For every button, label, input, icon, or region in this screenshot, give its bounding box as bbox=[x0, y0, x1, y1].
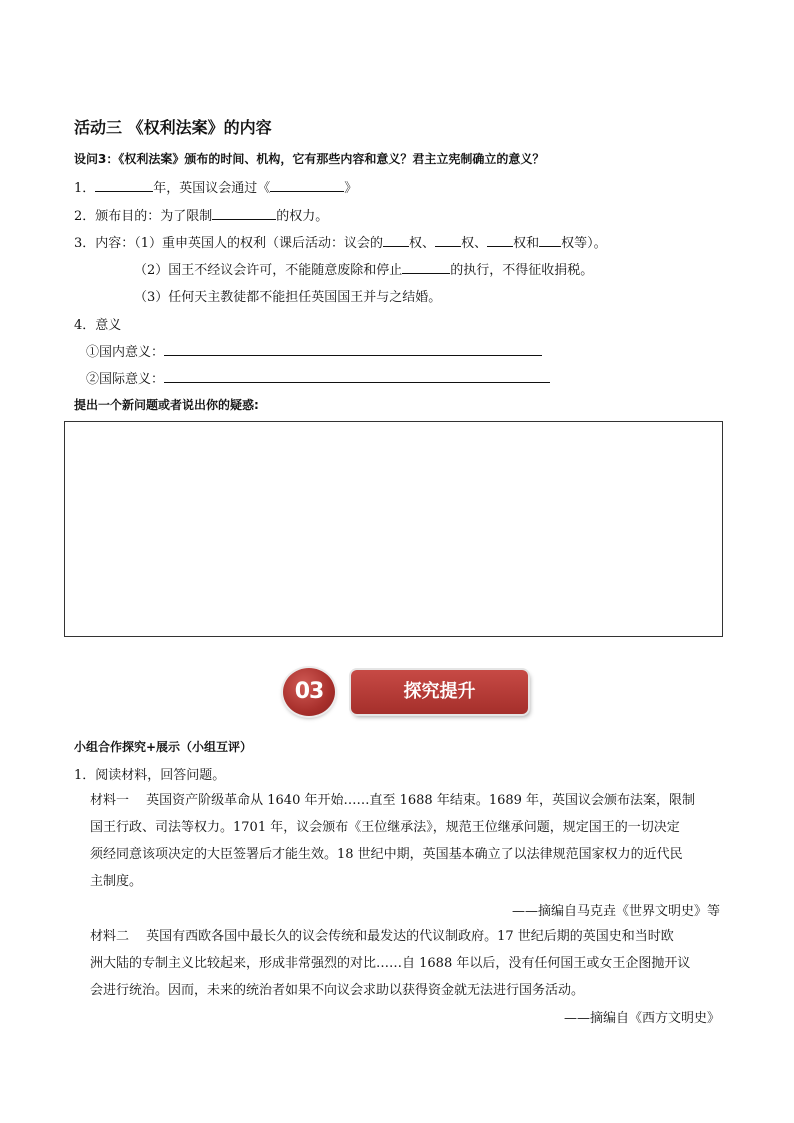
item-2 bbox=[74, 205, 328, 224]
blank-right-2[interactable] bbox=[435, 234, 461, 247]
item-3-sep-3: 权和 bbox=[513, 236, 540, 251]
international-significance bbox=[86, 368, 550, 387]
item-3 bbox=[74, 232, 607, 251]
question-prompt: 提出一个新问题或者说出你的疑惑: bbox=[74, 398, 259, 412]
blank-right-3[interactable] bbox=[487, 234, 513, 247]
blank-right-4[interactable] bbox=[539, 234, 561, 247]
material-2-source: ——摘编自《西方文明史》 bbox=[563, 1011, 720, 1026]
item-3-end: 权等）。 bbox=[561, 236, 607, 251]
material-2-line: 会进行统治。因而，未来的统治者如果不向议会求助以获得资金就无法进行国务活动。 bbox=[90, 983, 585, 998]
activity-title: 活动三 《权利法案》的内容 bbox=[74, 118, 272, 137]
item-3-text: 3．内容：（1）重申英国人的权利（课后活动：议会的 bbox=[74, 236, 384, 251]
answer-box[interactable] bbox=[64, 421, 723, 637]
item-1-close: 》 bbox=[344, 181, 358, 196]
blank-international-significance[interactable] bbox=[164, 370, 550, 383]
item-3-sub-3: （3）任何天主教徒都不能担任英国国王并与之结婚。 bbox=[134, 290, 442, 305]
domestic-significance-label: ①国内意义： bbox=[86, 345, 165, 360]
blank-act-name[interactable] bbox=[270, 179, 344, 192]
guiding-question: 设问3：《权利法案》颁布的时间、机构，它有那些内容和意义？君主立宪制确立的意义？ bbox=[74, 152, 545, 166]
group-heading: 小组合作探究+展示（小组互评） bbox=[74, 740, 253, 754]
material-2-line: 材料二 英国有西欧各国中最长久的议会传统和最发达的代议制政府。17 世纪后期的英国史和当时欧 bbox=[90, 929, 674, 944]
item-3-sub-2-text: （2）国王不经议会许可，不能随意废除和停止 bbox=[134, 263, 403, 278]
material-1-line: 须经同意该项决定的大臣签署后才能生效。18 世纪中期，英国基本确立了以法律规范国家权力的近代民 bbox=[90, 847, 683, 862]
material-1-line: 国王行政、司法等权力。1701 年，议会颁布《王位继承法》，规范王位继承问题，规定国王的一切决定 bbox=[90, 820, 680, 835]
item-1-number: 1． bbox=[74, 181, 96, 196]
blank-right-1[interactable] bbox=[383, 234, 409, 247]
material-2-line: 洲大陆的专制主义比较起来，形成非常强烈的对比……自 1688 年以后，没有任何国王或女王企图抛开议 bbox=[90, 956, 691, 971]
item-2-text: 2．颁布目的：为了限制 bbox=[74, 209, 213, 224]
item-2-end: 的权力。 bbox=[276, 209, 329, 224]
international-significance-label: ②国际意义： bbox=[86, 372, 165, 387]
material-1-source: ——摘编自马克垚《世界文明史》等 bbox=[511, 904, 720, 919]
material-1 bbox=[90, 787, 695, 895]
item-4: 4．意义 bbox=[74, 318, 122, 333]
item-1-text: 年，英国议会通过《 bbox=[153, 181, 271, 196]
material-1-line: 主制度。 bbox=[90, 874, 143, 889]
material-1-line: 材料一 英国资产阶级革命从 1640 年开始……直至 1688 年结束。1689 年，英国议会颁布法案，限制 bbox=[90, 793, 696, 808]
blank-restricted-power[interactable] bbox=[212, 207, 276, 220]
item-3-sep-1: 权、 bbox=[409, 236, 436, 251]
blank-laws[interactable] bbox=[402, 261, 450, 274]
item-3-sub-2-end: 的执行，不得征收捐税。 bbox=[450, 263, 594, 278]
material-2 bbox=[90, 923, 690, 1004]
section-number-badge: 03 bbox=[283, 668, 335, 716]
item-1 bbox=[74, 177, 357, 196]
task-text: 1．阅读材料，回答问题。 bbox=[74, 768, 226, 783]
item-3-sub-2 bbox=[134, 259, 593, 278]
blank-domestic-significance[interactable] bbox=[164, 343, 542, 356]
domestic-significance bbox=[86, 341, 542, 360]
section-title-badge: 探究提升 bbox=[351, 670, 528, 714]
blank-year[interactable] bbox=[95, 179, 153, 192]
item-3-sep-2: 权、 bbox=[461, 236, 488, 251]
